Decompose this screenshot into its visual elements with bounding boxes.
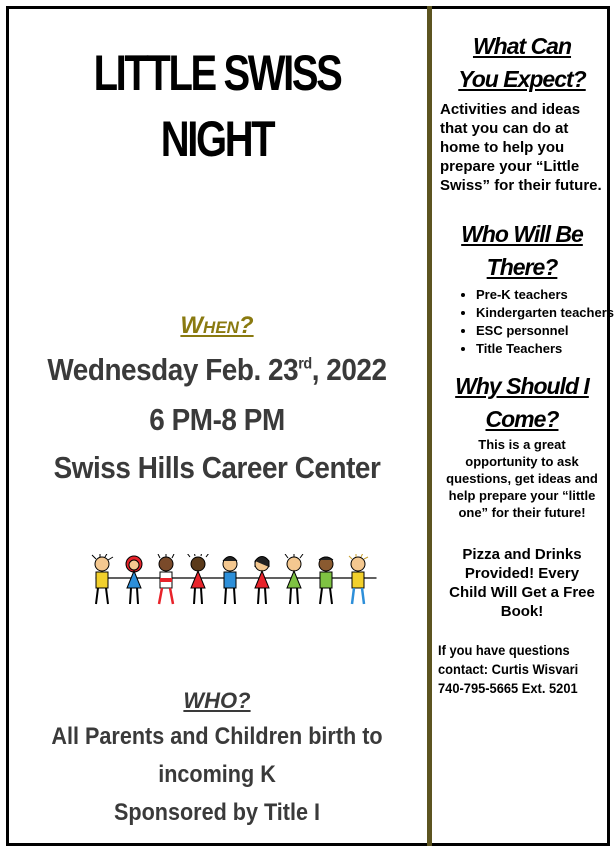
expect-text: Activities and ideas that you can do at home to help you prepare your “Little Swiss” for their future.	[440, 101, 602, 194]
attendee-item: • ESC personnel	[476, 322, 616, 339]
sponsor-line: Sponsored by Title I	[113, 799, 321, 826]
attendee-item: • Title Teachers	[476, 340, 616, 357]
who-there-heading	[438, 218, 606, 284]
attendee-item: • Pre-K teachers	[476, 286, 616, 303]
contact-info: If you have questions contact: Curtis Wisvari 740-795-5665 Ext. 5201	[438, 642, 579, 696]
expect-heading	[438, 30, 606, 96]
column-divider	[427, 6, 432, 846]
event-date-main: Wednesday Feb. 23	[47, 352, 299, 387]
event-time: 6 PM-8 PM	[149, 402, 285, 437]
event-title	[53, 40, 381, 172]
kid-figures	[92, 554, 368, 604]
why-heading-line1: Why Should I	[455, 373, 589, 399]
who-there-heading-line2: There?	[486, 254, 558, 280]
who-line1: All Parents and Children birth to	[51, 723, 383, 750]
children-holding-hands-clipart	[86, 554, 382, 614]
who-details	[33, 718, 402, 832]
event-location: Swiss Hills Career Center	[53, 450, 381, 485]
attendee-list	[458, 286, 616, 358]
who-there-heading-line1: Who Will Be	[461, 221, 583, 247]
event-date-suffix: rd	[298, 355, 312, 373]
main-column	[12, 12, 422, 838]
who-line2: incoming K	[158, 761, 276, 788]
attendee-item: • Kindergarten teachers	[476, 304, 616, 321]
event-date	[33, 352, 402, 388]
why-heading-line2: Come?	[485, 406, 559, 432]
pizza-text: Pizza and Drinks Provided! Every Child Will Get a Free Book!	[449, 546, 595, 620]
who-heading: WHO?	[183, 688, 251, 713]
event-date-year: , 2022	[311, 352, 387, 387]
why-heading	[438, 370, 606, 436]
sidebar-column	[438, 12, 614, 838]
expect-heading-line2: You Expect?	[458, 66, 586, 92]
expect-heading-line1: What Can	[472, 33, 572, 59]
event-title-line1: LITTLE SWISS	[93, 45, 341, 101]
event-title-line2: NIGHT	[160, 111, 274, 167]
when-heading: When?	[180, 312, 254, 339]
why-text: This is a great opportunity to ask questions, get ideas and help prepare your “little one” for their future!	[446, 437, 598, 520]
